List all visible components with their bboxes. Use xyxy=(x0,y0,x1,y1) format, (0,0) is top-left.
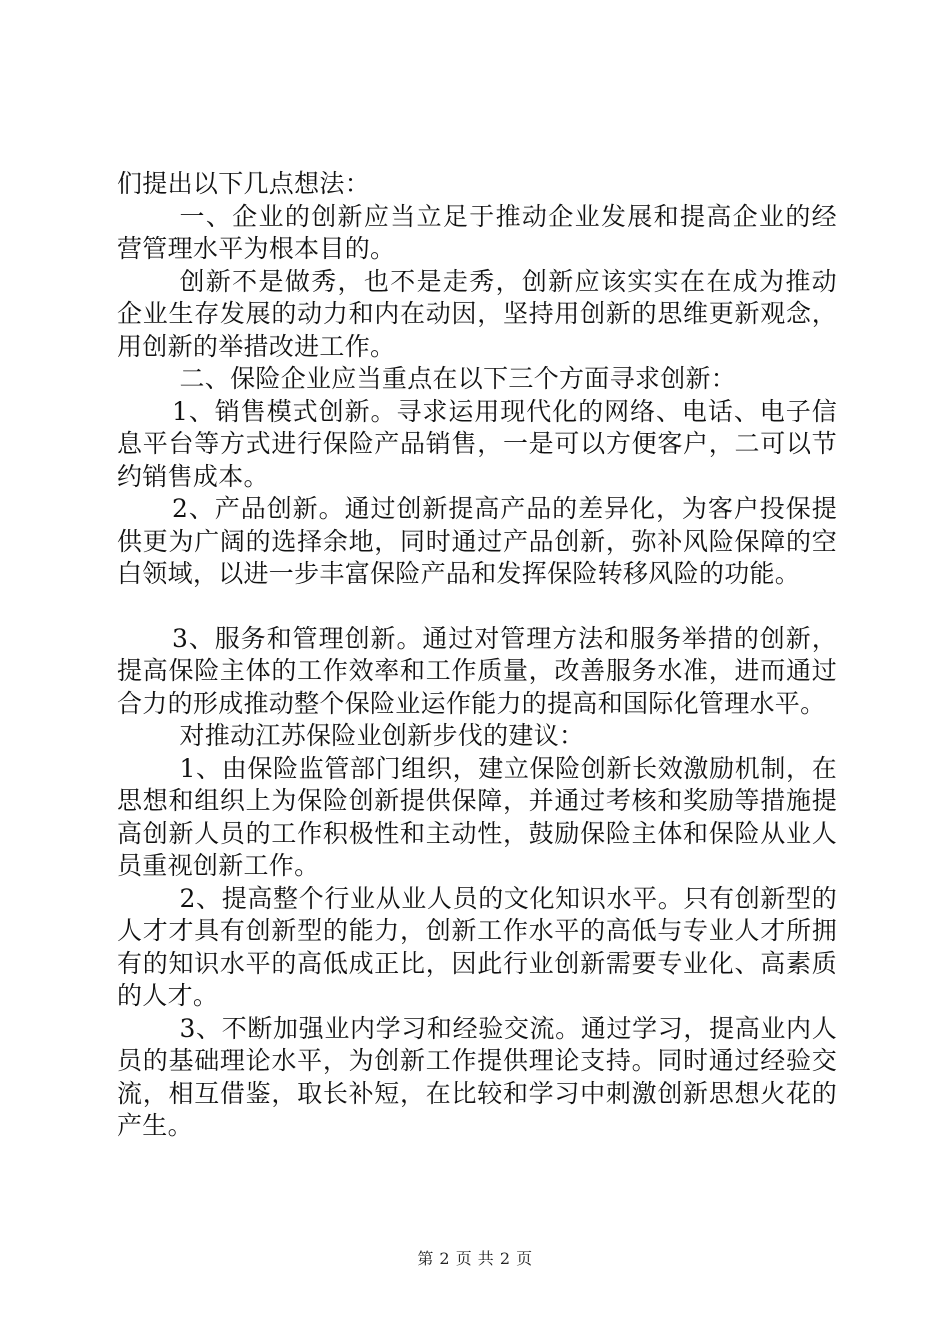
page-number-footer: 第 2 页 共 2 页 xyxy=(417,1249,533,1268)
paragraph-intro: 们提出以下几点想法： xyxy=(117,169,371,198)
paragraph-suggestion-3: 3、不断加强业内学习和经验交流。通过学习，提高业内人员的基础理论水平，为创新工作提供理论支持。同时通过经验交流，相互借鉴，取长补短，在比较和学习中刺激创新思想火花的产生。 xyxy=(117,1013,837,1140)
paragraph-suggestion-1: 1、由保险监管部门组织，建立保险创新长效激励机制，在思想和组织上为保险创新提供保障，并通过考核和奖励等措施提高创新人员的工作积极性和主动性，鼓励保险主体和保险从业人员重视创新工作。 xyxy=(117,753,837,880)
paragraph-suggestions-heading: 对推动江苏保险业创新步伐的建议： xyxy=(179,721,585,750)
paragraph-suggestion-2: 2、提高整个行业从业人员的文化知识水平。只有创新型的人才才具有创新型的能力，创新工作水平的高低与专业人才所拥有的知识水平的高低成正比，因此行业创新需要专业化、高素质的人才。 xyxy=(117,883,837,1010)
paragraph-point-1: 一、企业的创新应当立足于推动企业发展和提高企业的经营管理水平为根本目的。 xyxy=(117,201,837,263)
paragraph-point-1-detail: 创新不是做秀，也不是走秀，创新应该实实在在成为推动企业生存发展的动力和内在动因，坚持用创新的思维更新观念，用创新的举措改进工作。 xyxy=(117,266,837,361)
paragraph-service-innovation: 3、服务和管理创新。通过对管理方法和服务举措的创新，提高保险主体的工作效率和工作质量，改善服务水准，进而通过合力的形成推动整个保险业运作能力的提高和国际化管理水平。 xyxy=(117,623,837,718)
paragraph-product-innovation: 2、产品创新。通过创新提高产品的差异化，为客户投保提供更为广阔的选择余地，同时通过产品创新，弥补风险保障的空白领域，以进一步丰富保险产品和发挥保险转移风险的功能。 xyxy=(117,494,837,588)
paragraph-sales-innovation: 1、销售模式创新。寻求运用现代化的网络、电话、电子信息平台等方式进行保险产品销售，一是可以方便客户，二可以节约销售成本。 xyxy=(117,396,837,491)
paragraph-point-2: 二、保险企业应当重点在以下三个方面寻求创新： xyxy=(179,364,737,393)
document-body xyxy=(117,168,837,1143)
